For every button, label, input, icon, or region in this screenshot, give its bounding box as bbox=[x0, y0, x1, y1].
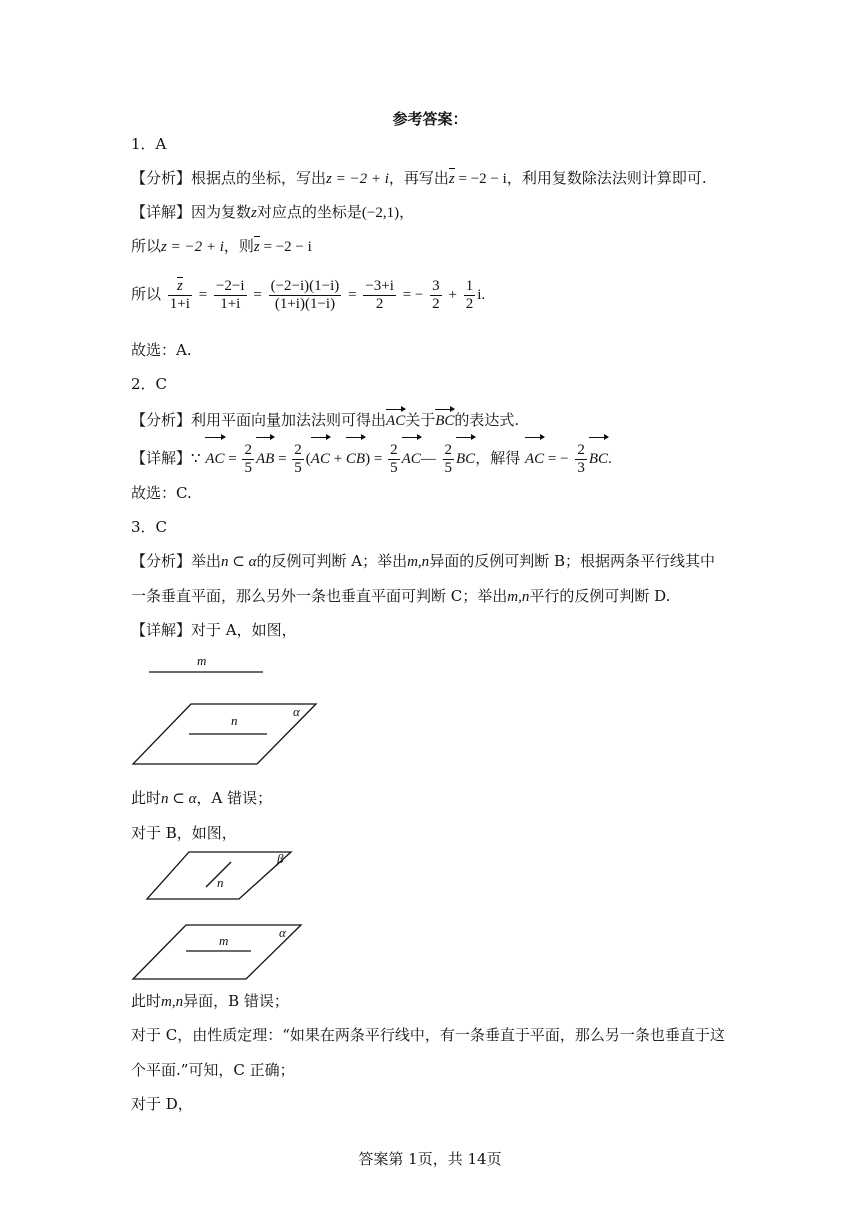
q2-detail: 【详解】∵ AC = $\frac{2}{5}$ AB = $\frac{2}{5}$ (AC + CB) = $\frac{2}{5}$ AC— $\frac{2}{5}$ BC，解得 AC = − $\frac{2}{3}$ BC. bbox=[131, 436, 612, 479]
q3-for-b: 对于 B，如图， bbox=[131, 824, 237, 842]
q1-line3: 所以z = −2 + i，则z = −2 − i bbox=[131, 237, 312, 255]
fraction: $\frac{-2-i}{1+i}$ bbox=[215, 277, 245, 312]
label-n: n bbox=[231, 713, 238, 728]
page-footer: 答案第 1页，共 14页 bbox=[358, 1150, 502, 1168]
label-alpha: α bbox=[293, 704, 300, 719]
q3-for-d: 对于 D， bbox=[131, 1095, 193, 1113]
fraction: $\frac{(-2-i)(1-i)}{(1+i)(1-i)}$ bbox=[270, 277, 340, 312]
label-m: m bbox=[197, 654, 207, 668]
label-beta: β bbox=[277, 851, 284, 866]
label-alpha: α bbox=[279, 925, 286, 940]
q3-for-c-line2: 个平面.”可知，C 正确； bbox=[131, 1061, 295, 1079]
q3-detail: 【详解】对于 A，如图， bbox=[131, 621, 297, 639]
q2-answer: 故选：C. bbox=[131, 484, 192, 502]
q3-analysis-line2: 一条垂直平面，那么另外一条也垂直平面可判断 C；举出m,n平行的反例可判断 D. bbox=[131, 587, 671, 605]
q3-analysis-line1: 【分析】举出n ⊂ α的反例可判断 A；举出m,n异面的反例可判断 B；根据两条平行线其中 bbox=[131, 552, 715, 570]
label-n: n bbox=[217, 875, 224, 890]
q1-computation: 所以 $\frac{z}{1+i}$ = $\frac{-2-i}{1+i}$ = $\frac{(-2-i)(1-i)}{(1+i)(1-i)}$ = $\frac{-3+i}{2}$ = − $\frac{3}{2}$ + $\frac{1}{2}$ i. bbox=[131, 277, 486, 312]
q3-heading: 3．C bbox=[131, 518, 168, 536]
figure-b bbox=[131, 849, 311, 984]
figure-a bbox=[131, 654, 321, 766]
fraction: $\frac{1}{2}$ bbox=[465, 277, 474, 312]
q2-heading: 2．C bbox=[131, 375, 168, 393]
q1-answer: 故选：A. bbox=[131, 341, 192, 359]
fraction: $\frac{z}{1+i}$ bbox=[169, 277, 190, 312]
q2-analysis: 【分析】利用平面向量加法法则可得出AC关于BC的表达式. bbox=[131, 408, 519, 431]
q1-heading: 1．A bbox=[131, 135, 167, 153]
q3-b-conclusion: 此时m,n异面，B 错误； bbox=[131, 992, 289, 1010]
label-m: m bbox=[219, 933, 229, 948]
q1-detail: 【详解】因为复数z对应点的坐标是(−2,1)， bbox=[131, 203, 415, 221]
q3-for-c-line1: 对于 C，由性质定理：“如果在两条平行线中，有一条垂直于平面，那么另一条也垂直于这 bbox=[131, 1026, 725, 1044]
q1-analysis: 【分析】根据点的坐标，写出z = −2 + i，再写出z = −2 − i，利用复数除法法则计算即可. bbox=[131, 169, 707, 187]
q3-a-conclusion: 此时n ⊂ α，A 错误； bbox=[131, 789, 273, 807]
fraction: $\frac{3}{2}$ bbox=[432, 277, 440, 312]
page-title: 参考答案： bbox=[392, 110, 468, 128]
fraction: $\frac{-3+i}{2}$ bbox=[365, 277, 394, 312]
plane-alpha bbox=[133, 925, 301, 979]
